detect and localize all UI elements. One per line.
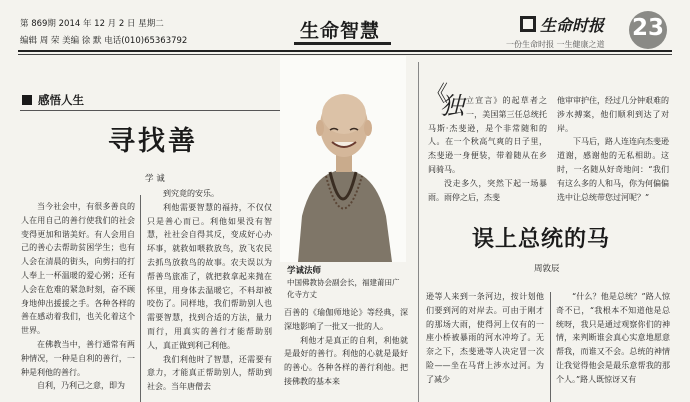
portrait-photo (280, 56, 406, 262)
paragraph: “什么？他是总统？”路人惊奇不已，“我根本不知道他是总统呀，我只是通过观察你们的神情，来判断谁会真心实意地愿意帮我，而谁又不会。总统的神情让我觉得他会是最乐意帮我的那个人。”路人既惊讶又有 (556, 292, 670, 384)
article-author: 学 诚 (145, 174, 165, 184)
monk-portrait-icon (280, 56, 406, 262)
column-label: 感悟人生 (38, 93, 84, 107)
photo-caption-desc: 中国佛教协会副会长，福建莆田广化寺方丈 (287, 278, 400, 299)
dropcap: 独 (440, 92, 464, 120)
paragraph: 立宣言》的起草者之一，美国第三任总统托马斯·杰斐逊，是个非常随和的人。在一个秋高气爽的日子里，杰斐逊一身便装，带着随从在乡间骑马。 (428, 96, 547, 174)
article2-column-4 (556, 290, 670, 402)
paragraph: 利他需要智慧的福持，不仅仅只是善心而已。利他如果没有智慧，社社会自得其反，变成好心办坏事，就救如喂救放鸟，放飞农民去抓鸟放救鸟的故事。农夫误以为帮善鸟旅准了，就把救拿起来抛在怀里，用身体去温暖它，不料却被咬伤了。同样地，我们帮助别人也需要智慧，找到合适的方法，量力而行，用真实的善行才能帮助别人，真正做到利己利他。 (147, 202, 272, 350)
article2-column-3 (426, 290, 544, 402)
page-number: 23 (631, 15, 664, 41)
column-label-square-icon (22, 95, 32, 105)
article2-column-1: 《 独 立宣言》的起草者之一，美国第三任总统托马斯·杰斐逊，是个非常随和的人。在一个秋高气爽的日子里，杰斐逊一身便装，带着随从在乡间骑马。 没走多久，突然下起一场暴雨。雨停之后，杰斐 (428, 94, 547, 196)
slogan: 一份生命时报 一生健康之道 (506, 40, 605, 49)
article-title: 寻找善 (108, 126, 198, 157)
paragraph: 利他才是真正的自利，利他就是最好的善行。利他的心就是最好的善心。各种各样的善行利他。把接佛教的基本来 (284, 335, 408, 386)
article1-column-2 (147, 187, 272, 402)
article2-title: 误上总统的马 (472, 226, 611, 252)
staff-line: 编辑 周 荣 美编 徐 默 电话(010)65363792 (20, 36, 188, 46)
paragraph: 我们利他时了智慧，还需要有意力，才能真正帮助别人，帮助到社会。当年唐僧去 (147, 354, 272, 392)
article1-column-1 (21, 200, 135, 402)
issue-line: 第 869期 2014 年 12 月 2 日 星期二 (20, 19, 164, 29)
paragraph: 没走多久，突然下起一场暴雨。雨停之后，杰斐 (428, 178, 547, 202)
paragraph: 下马后，路人连连向杰斐逊道谢，感谢他的无私相助。这时，一名随从好奇地问：“我们有这么多的人和马，你为何偏偏选中让总统带您过河呢？” (557, 137, 669, 202)
article2-author: 周敦辰 (534, 264, 560, 274)
paragraph: 在佛教当中，善行通常有两种情况，一种是自利的善行，一种是利他的善行。 (21, 339, 135, 377)
paragraph: 自利，乃利己之意，即为 (37, 381, 125, 391)
masthead-rule (18, 50, 672, 52)
paragraph: 逊等人来到一条河边，按计划他们要到河的对岸去。可由于刚才的那场大雨，使得河上仅有的一座小桥被暴雨的河水冲垮了。无奈之下，杰斐逊等人决定冒一次险——坐在马背上涉水过河。为了减少 (426, 292, 544, 384)
section-title: 生命智慧 (300, 20, 381, 42)
logo-text: 生命时报 (540, 16, 605, 35)
paragraph: 当今社会中，有很多善良的人在用自己的善行使我们的社会变得更加和谐美好。有人会用自己的善心去帮助贫困学生；也有人会在清晨的街头，向剪扫的打人奉上一杯温暖的爱心粥；还有人会在危难的紧急时刻，奋不顾身地伸出援援之手。各种各样的善在感动着我们，也关化着这个世界。 (21, 202, 135, 336)
photo-caption-name: 学诚法师 (287, 266, 322, 276)
paragraph: 到究竟的安乐。 (163, 189, 219, 198)
article2-column-2 (557, 94, 669, 202)
article1-column-3 (284, 306, 408, 402)
paragraph: 他审审护住，经过几分钟艰难的涉水搏案，他们顺利到达了对岸。 (557, 96, 669, 133)
paragraph: 百善的《瑜伽师地论》等经典，深深地影响了一批又一批的人。 (284, 308, 408, 331)
